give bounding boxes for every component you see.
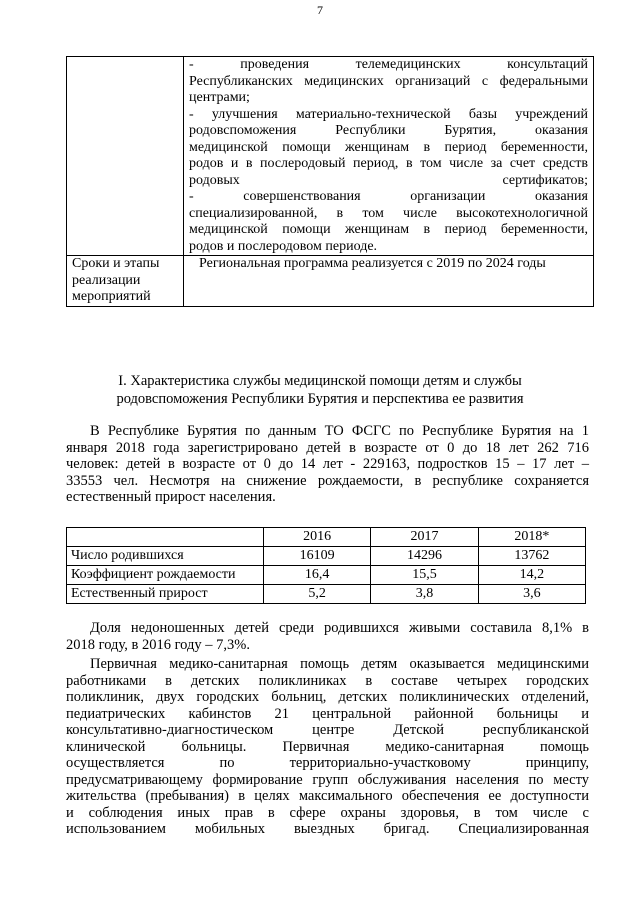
measures-cell bbox=[184, 57, 594, 256]
table-row bbox=[67, 256, 594, 307]
table-cell: 16,4 bbox=[264, 566, 371, 585]
paragraph-line: консультативно-диагностическом центре Детской республиканской bbox=[66, 722, 589, 738]
measures-word: родовспоможения bbox=[189, 123, 297, 138]
empty-label-cell bbox=[67, 57, 184, 256]
terms-label-cell bbox=[67, 256, 184, 307]
paragraph-line: предусматривающему формирование групп обслуживания населения по месту bbox=[66, 771, 589, 788]
header-cell: 2016 bbox=[264, 528, 371, 547]
measures-word: телемедицинских bbox=[355, 57, 461, 72]
measures-word: Республики bbox=[335, 123, 406, 138]
table-cell: 16109 bbox=[264, 547, 371, 566]
table-cell: 5,2 bbox=[264, 585, 371, 604]
table-row bbox=[67, 566, 586, 585]
section-heading bbox=[60, 372, 580, 408]
page-number: 7 bbox=[317, 3, 323, 17]
paragraph-line: использованием мобильных выездных бригад. Специализированная bbox=[66, 821, 589, 837]
table-cell: 14296 bbox=[371, 547, 478, 566]
measures-list bbox=[189, 57, 588, 255]
paragraph-line: работниками в детских поликлиниках в составе четырех городских bbox=[66, 672, 589, 689]
paragraph-line: В Республике Бурятия по данным ТО ФСГС по Республике Бурятия на 1 bbox=[90, 423, 589, 439]
table-row bbox=[67, 585, 586, 604]
table-cell: 13762 bbox=[478, 547, 585, 566]
measures-line: Республиканских медицинских организаций с федеральными bbox=[189, 73, 588, 89]
program-passport-table bbox=[66, 56, 594, 307]
measures-line: центрами; bbox=[189, 90, 250, 105]
header-cell: 2017 bbox=[371, 528, 478, 547]
table-header-row bbox=[67, 528, 586, 547]
measures-word: совершенствования bbox=[243, 189, 361, 204]
measures-line: родов и послеродовом периоде. bbox=[189, 238, 378, 254]
section-heading-line: родовспоможения Республики Бурятия и перспектива ее развития bbox=[116, 391, 524, 407]
measures-line bbox=[189, 123, 588, 140]
terms-label-line: Сроки и этапы bbox=[72, 256, 160, 271]
section-heading-line: I. Характеристика службы медицинской помощи детям и службы bbox=[118, 373, 522, 389]
table-row bbox=[67, 57, 594, 256]
row-label: Естественный прирост bbox=[67, 585, 264, 604]
paragraph-line: жительства (пребывания) в целях максимального обеспечения ее доступности bbox=[66, 788, 589, 804]
paragraph-line: января 2018 года зарегистрировано детей в возрасте от 0 до 18 лет 262 716 bbox=[66, 439, 589, 456]
paragraph-line: педиатрических кабинстов 21 центральной районной больницы и bbox=[66, 705, 589, 722]
measures-word: оказания bbox=[535, 123, 588, 138]
measures-word: - bbox=[189, 57, 194, 72]
paragraph-primary-care bbox=[66, 656, 589, 838]
paragraph-line: 2018 году, в 2016 году – 7,3%. bbox=[66, 636, 250, 653]
paragraph-line: клинической больницы. Первичная медико-санитарная помощь bbox=[66, 738, 589, 755]
table-cell: 15,5 bbox=[371, 566, 478, 585]
row-label: Число родившихся bbox=[67, 547, 264, 566]
birth-stats-table bbox=[66, 527, 586, 604]
header-cell: 2018* bbox=[478, 528, 585, 547]
measures-word: Бурятия, bbox=[444, 123, 497, 138]
paragraph-line: Доля недоношенных детей среди родившихся живыми составила 8,1% в bbox=[90, 620, 589, 636]
paragraph-line: Первичная медико-санитарная помощь детям оказывается медицинскими bbox=[90, 656, 589, 672]
table-row bbox=[67, 547, 586, 566]
table-cell: 3,6 bbox=[478, 585, 585, 604]
measures-line bbox=[189, 57, 588, 74]
measures-word: - bbox=[189, 189, 194, 204]
paragraph-line: человек: детей в возрасте от 0 до 14 лет - 229163, подростков 15 – 17 лет – bbox=[66, 456, 589, 472]
terms-value: Региональная программа реализуется с 2019 по 2024 годы bbox=[199, 256, 546, 271]
measures-line bbox=[189, 189, 588, 206]
table-cell: 3,8 bbox=[371, 585, 478, 604]
measures-line: медицинской помощи женщинам в период беременности, bbox=[189, 139, 588, 155]
measures-line: специализированной, в том числе высокотехнологичной bbox=[189, 205, 588, 221]
table-cell: 14,2 bbox=[478, 566, 585, 585]
measures-line: родов и в послеродовый период, в том числе за счет средств bbox=[189, 156, 588, 171]
terms-label-line: реализации bbox=[72, 272, 141, 288]
measures-line: - улучшения материально-технической базы учреждений bbox=[189, 106, 588, 122]
measures-line: родовых сертификатов; bbox=[189, 172, 588, 188]
paragraph-line: 33553 чел. Несмотря на снижение рождаемости, в республике сохраняется bbox=[66, 472, 589, 489]
paragraph-line: естественный прирост населения. bbox=[66, 489, 276, 505]
terms-label-line: мероприятий bbox=[72, 289, 151, 304]
paragraph-line: и соблюдения иных прав в сфере охраны здоровья, в том числе с bbox=[66, 804, 589, 821]
header-cell bbox=[67, 528, 264, 547]
measures-word: консультаций bbox=[507, 57, 588, 72]
paragraph-children-population bbox=[66, 423, 589, 506]
measures-word: проведения bbox=[240, 57, 310, 72]
measures-word: оказания bbox=[534, 189, 588, 204]
terms-value-cell bbox=[184, 256, 594, 307]
measures-line: медицинской помощи женщинам в период беременности, bbox=[189, 222, 588, 237]
paragraph-line: поликлиник, двух городских больниц, детских поликлинических отделений, bbox=[66, 689, 589, 705]
paragraph-line: осуществляется по территориально-участковому принципу, bbox=[66, 755, 589, 771]
measures-word: организации bbox=[410, 189, 486, 204]
paragraph-premature-births bbox=[66, 620, 589, 653]
row-label: Коэффициент рождаемости bbox=[67, 566, 264, 585]
